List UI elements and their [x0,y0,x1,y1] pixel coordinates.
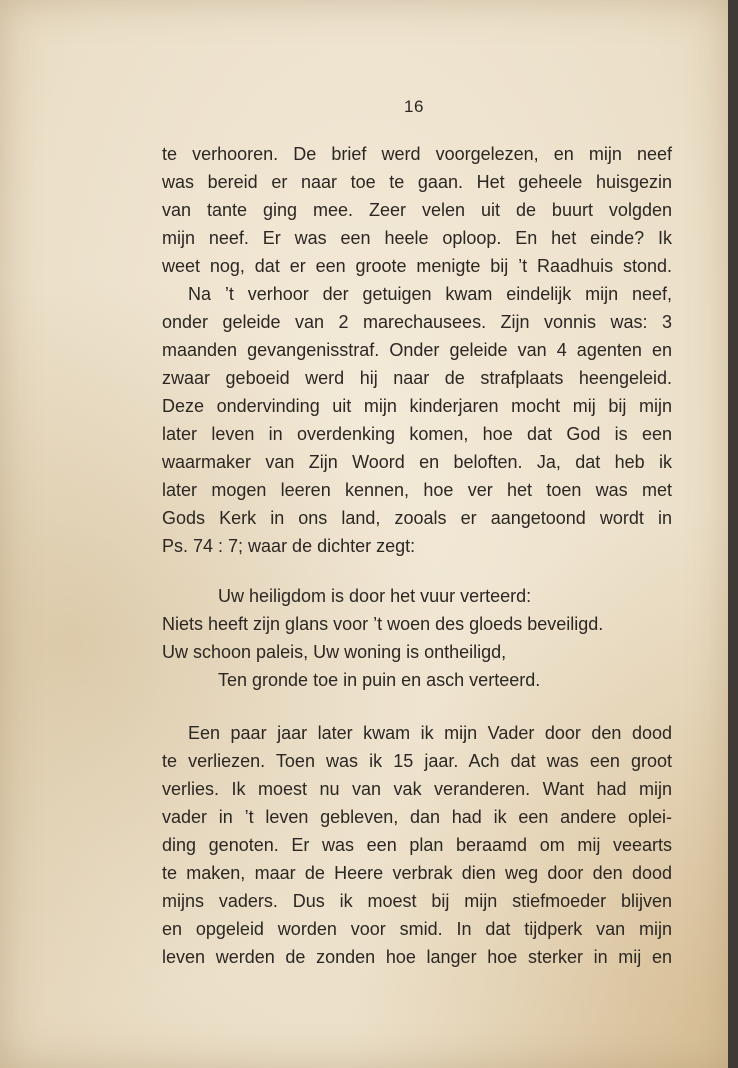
paragraph-line: te verhooren. De brief werd voorgelezen, en mijn neef [162,144,672,164]
verse-line: Uw heiligdom is door het vuur verteerd: [218,586,532,606]
paragraph-line: Ps. 74 : 7; waar de dichter zegt: [162,536,416,556]
paragraph-line: ding genoten. Er was een plan beraamd om mij veearts [162,835,672,855]
paragraph-line: onder geleide van 2 marechausees. Zijn vonnis was: 3 [162,312,672,332]
paragraph-line: Na ’t verhoor der getuigen kwam eindelijk mijn neef, [188,284,672,304]
paragraph-line: te verliezen. Toen was ik 15 jaar. Ach dat was een groot [162,751,672,771]
verse-line: Ten gronde toe in puin en asch verteerd. [218,670,541,690]
paragraph-line: zwaar geboeid werd hij naar de strafplaats heengeleid. [162,368,672,388]
verse-line: Niets heeft zijn glans voor ’t woen des gloeds beveiligd. [162,614,604,634]
paragraph-line: weet nog, dat er een groote menigte bij ’t Raadhuis stond. [162,256,672,276]
paragraph-line: maanden gevangenisstraf. Onder geleide van 4 agenten en [162,340,672,360]
page-number: 16 [404,97,424,116]
paragraph-line: Een paar jaar later kwam ik mijn Vader door den dood [188,723,672,743]
paragraph-line: verlies. Ik moest nu van vak veranderen. Want had mijn [162,779,672,799]
paragraph-line: Gods Kerk in ons land, zooals er aangetoond wordt in [162,508,672,528]
paragraph-line: en opgeleid worden voor smid. In dat tijdperk van mijn [162,919,672,939]
paragraph-line: later leven in overdenking komen, hoe dat God is een [162,424,672,444]
paragraph-line: leven werden de zonden hoe langer hoe sterker in mij en [162,947,672,967]
paragraph-line: vader in ’t leven gebleven, dan had ik een andere oplei- [162,807,672,827]
paragraph-line: mijn neef. Er was een heele oploop. En het einde? Ik [162,228,672,248]
paragraph-line: te maken, maar de Heere verbrak dien weg door den dood [162,863,672,883]
paragraph-line: Deze ondervinding uit mijn kinderjaren mocht mij bij mijn [162,396,672,416]
paragraph-line: was bereid er naar toe te gaan. Het geheele huisgezin [162,172,672,192]
page-edge-shadow [728,0,738,1068]
paragraph-line: van tante ging mee. Zeer velen uit de buurt volgden [162,200,672,220]
paragraph-line: mijns vaders. Dus ik moest bij mijn stiefmoeder blijven [162,891,672,911]
paragraph-line: later mogen leeren kennen, hoe ver het toen was met [162,480,672,500]
paragraph-line: waarmaker van Zijn Woord en beloften. Ja, dat heb ik [162,452,672,472]
verse-line: Uw schoon paleis, Uw woning is ontheiligd, [162,642,507,662]
